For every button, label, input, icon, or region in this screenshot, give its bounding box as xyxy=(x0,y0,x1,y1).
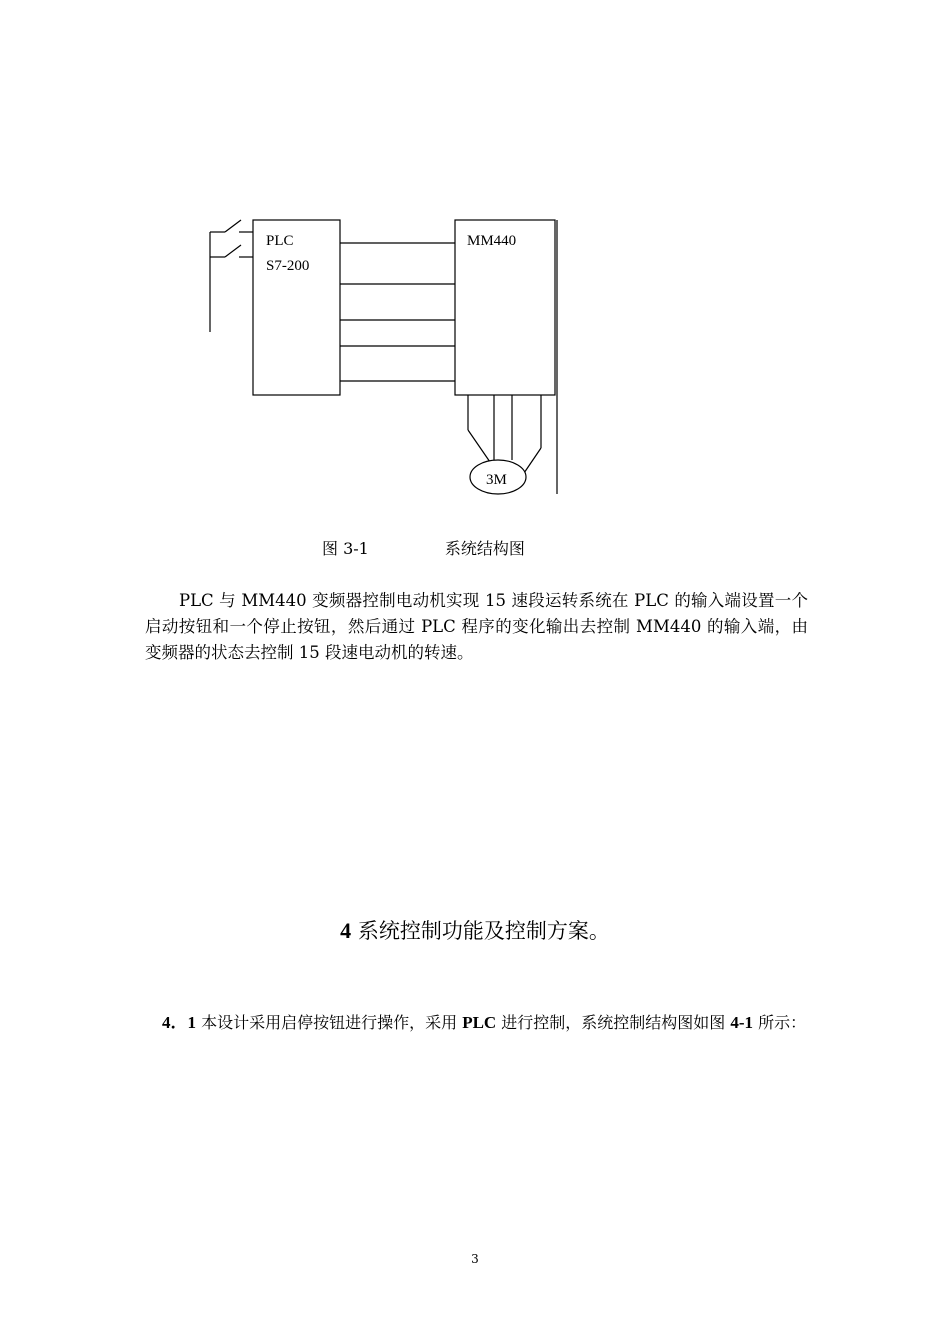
plc-model-label: S7-200 xyxy=(266,258,310,274)
section-heading xyxy=(0,917,950,945)
subsection-text-1: 本设计采用启停按钮进行操作，采用 xyxy=(196,1013,463,1032)
figure-title: 系统结构图 xyxy=(444,539,525,558)
subsection-number: 4．1 xyxy=(162,1013,196,1032)
figure-caption xyxy=(322,539,525,559)
body-paragraph: PLC 与 MM440 变频器控制电动机实现 15 速段运转系统在 PLC 的输入端设置一个启动按钮和一个停止按钮，然后通过 PLC 程序的变化输出去控制 MM440 的输入端，由变频器的状态去控制 15 段速电动机的转速。 xyxy=(145,591,808,662)
subsection-text-3: 所示： xyxy=(753,1013,807,1032)
figure-number: 图 3-1 xyxy=(322,539,369,558)
plc-label: PLC xyxy=(266,233,294,249)
system-structure-diagram xyxy=(0,0,950,520)
motor-label: 3M xyxy=(486,472,507,488)
stop-switch-contact xyxy=(225,245,241,257)
subsection-figure-ref: 4-1 xyxy=(730,1013,754,1032)
page-number: 3 xyxy=(471,1252,479,1266)
start-switch-contact xyxy=(225,220,241,232)
subsection-text-2: 进行控制，系统控制结构图如图 xyxy=(496,1013,731,1032)
diagram-drawing xyxy=(0,0,950,520)
section-title: 系统控制功能及控制方案。 xyxy=(357,919,610,943)
motor-lead xyxy=(468,430,490,462)
subsection-paragraph xyxy=(145,1010,808,1036)
subsection-bold-term: PLC xyxy=(462,1013,497,1032)
section-number: 4 xyxy=(340,918,352,943)
inverter-label: MM440 xyxy=(467,233,517,249)
